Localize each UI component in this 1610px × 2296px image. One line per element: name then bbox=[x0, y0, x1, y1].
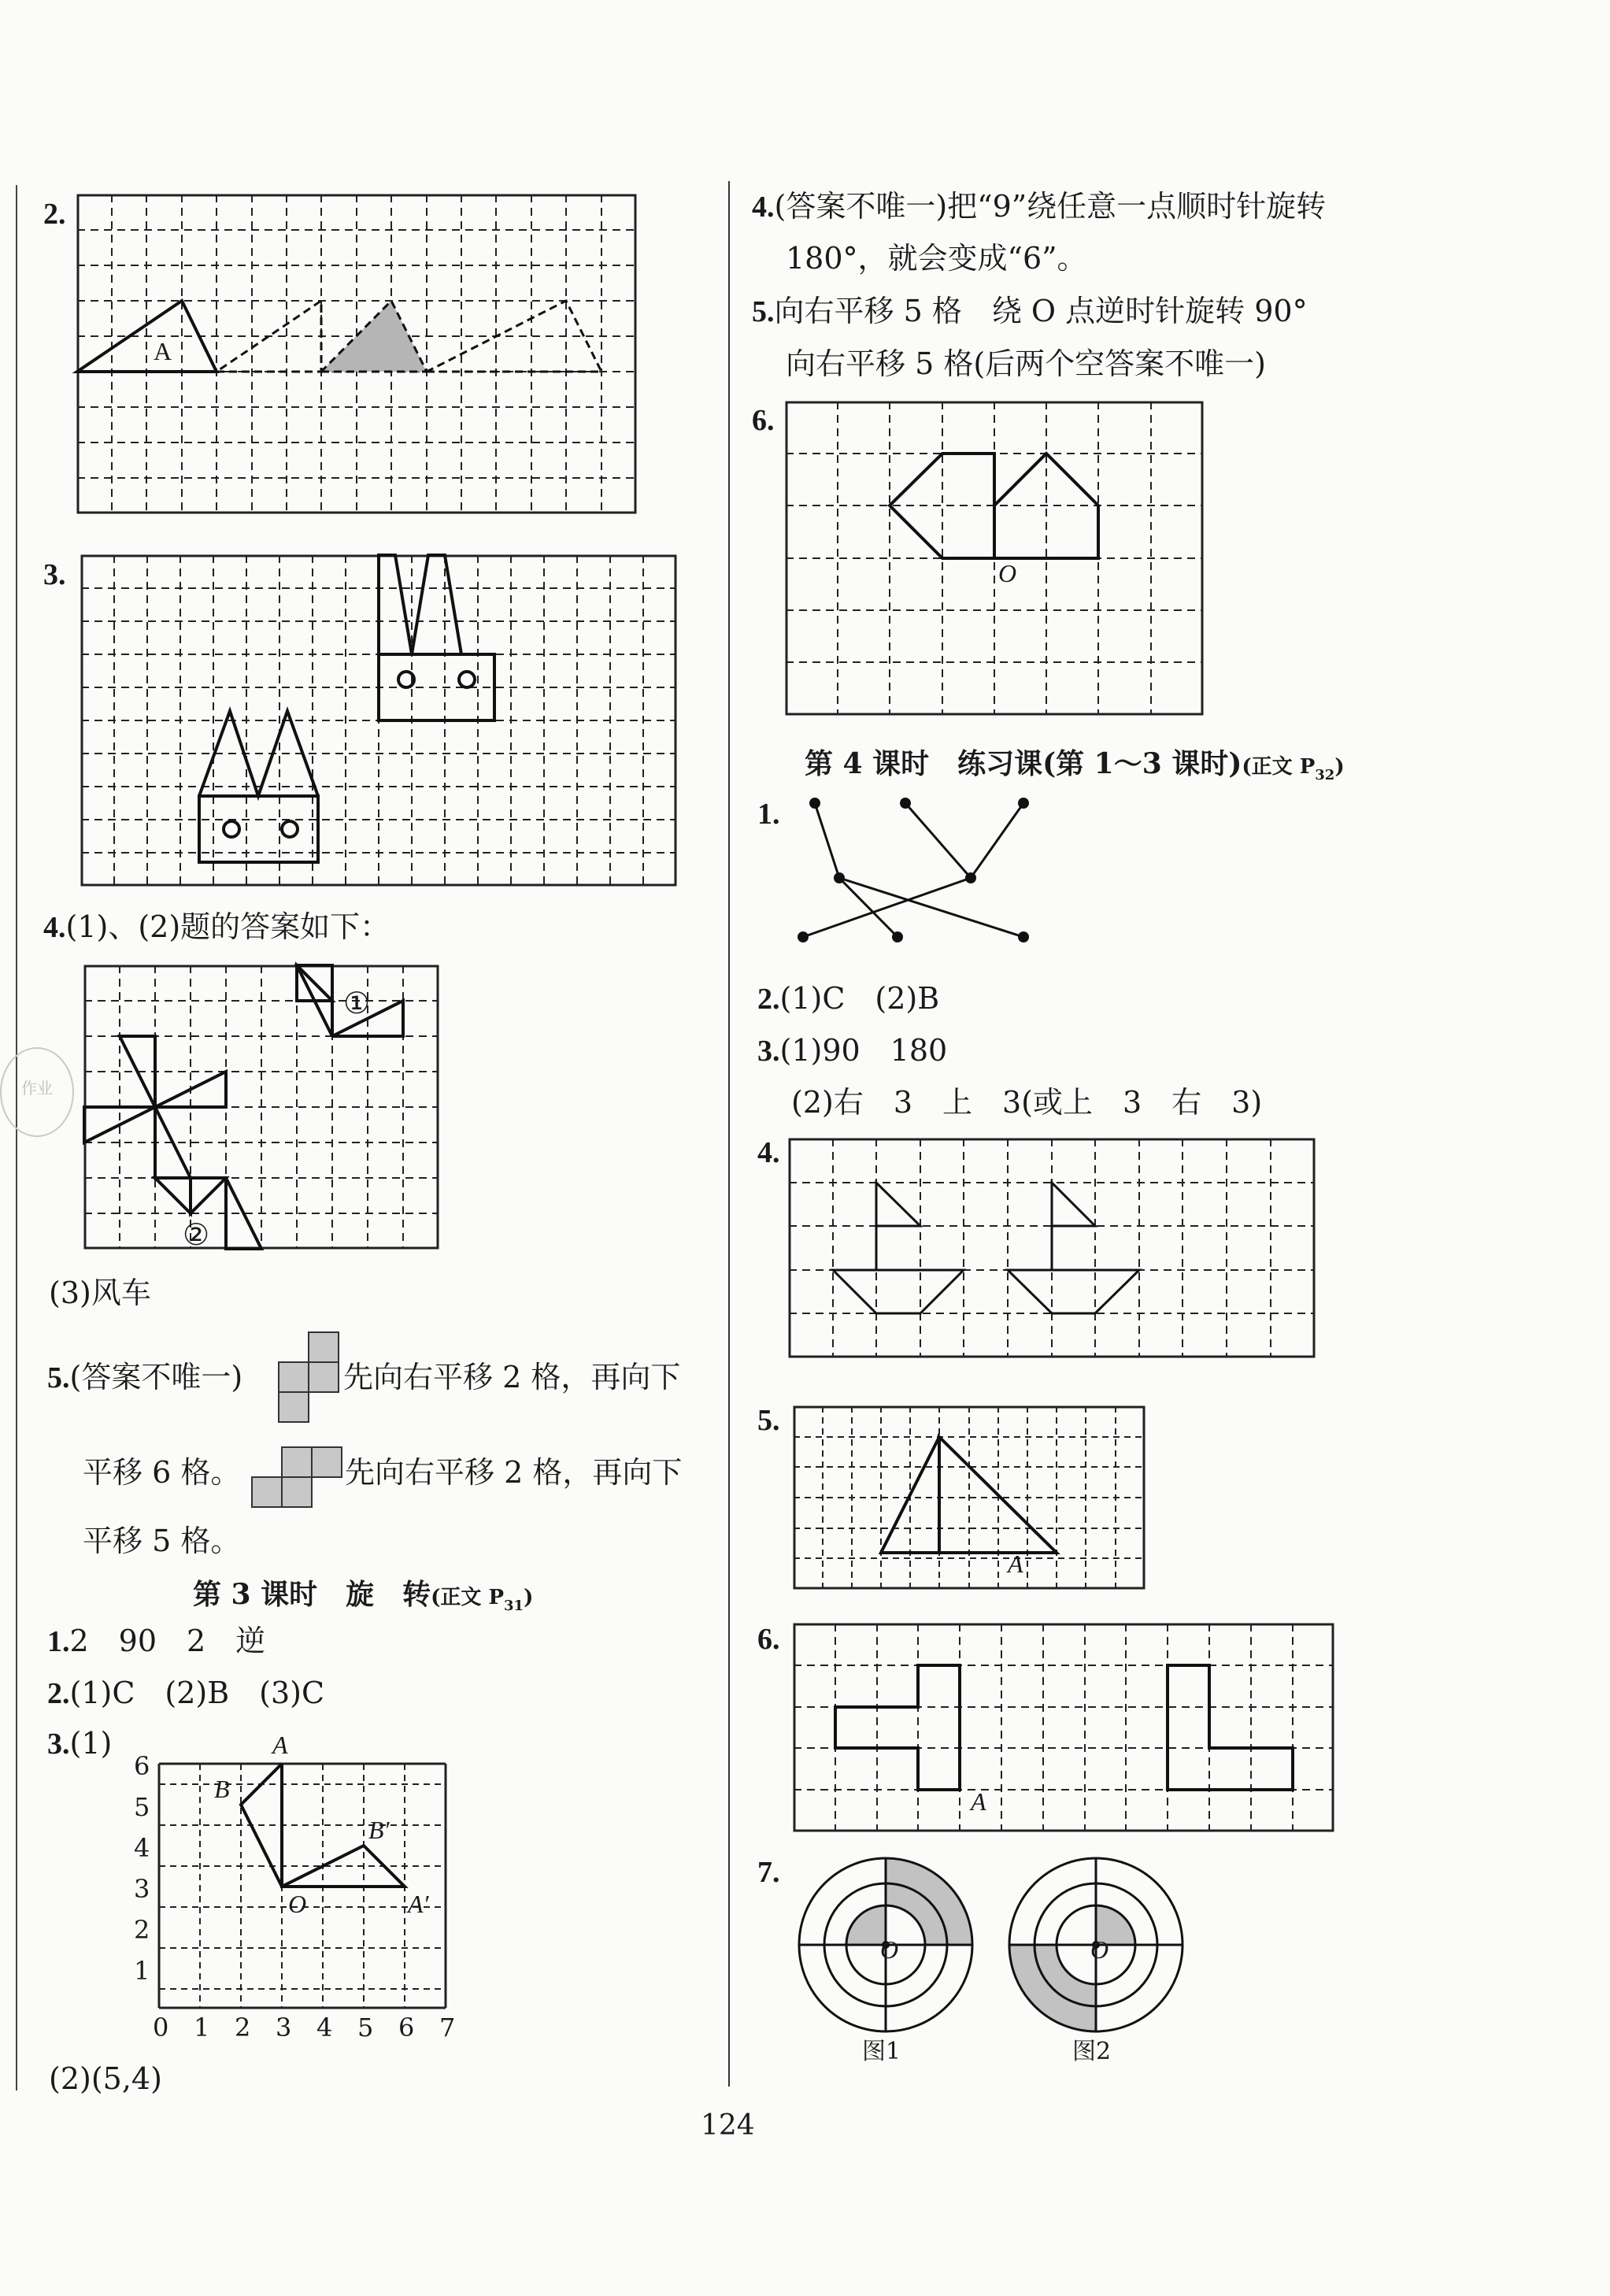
question-number: 7. bbox=[757, 1856, 780, 1889]
q4-text: (1)、(2)题的答案如下： bbox=[65, 909, 390, 944]
q4-sub3: (3)风车 bbox=[49, 1276, 151, 1310]
x-tick: 5 bbox=[357, 2013, 374, 2042]
castle-shape-top bbox=[379, 555, 494, 720]
q5-line1-text: 先向右平移 2 格，再向下 bbox=[343, 1360, 681, 1394]
lesson3-title-text: 第 3 课时 旋 转 bbox=[193, 1578, 431, 1611]
x-tick: 4 bbox=[316, 2013, 333, 2042]
l-shapes bbox=[835, 1665, 1293, 1790]
l3-q3-sub1: (1) bbox=[69, 1726, 113, 1761]
q5-line1 bbox=[47, 1360, 242, 1397]
question-number: 3. bbox=[43, 558, 66, 591]
question-number: 2. bbox=[757, 983, 780, 1016]
center-label-O: O bbox=[880, 1935, 899, 1964]
question-number: 4. bbox=[752, 191, 775, 224]
point-label-A: A bbox=[1008, 1550, 1023, 1578]
y-tick: 4 bbox=[134, 1833, 150, 1863]
net-shape-2 bbox=[252, 1447, 342, 1507]
grid-q3 bbox=[81, 555, 676, 886]
point-label-O: O bbox=[288, 1890, 307, 1918]
lesson4-title-text: 第 4 课时 练习课(第 1～3 课时) bbox=[805, 747, 1242, 780]
l3-q3 bbox=[47, 1726, 112, 1763]
grid-r-q6 bbox=[786, 402, 1203, 715]
l4-q3-answer: (1)90 180 bbox=[779, 1033, 948, 1068]
x-tick: 3 bbox=[276, 2013, 292, 2042]
figure-caption-2: 图2 bbox=[1072, 2038, 1112, 2065]
triangle-label: A bbox=[154, 337, 172, 365]
l3-q1-answer: 2 90 2 逆 bbox=[69, 1624, 266, 1658]
x-tick: 1 bbox=[194, 2013, 210, 2042]
point-label-B: B bbox=[214, 1775, 230, 1803]
lesson4-ref: (正文 P bbox=[1242, 755, 1316, 779]
x-tick: 6 bbox=[398, 2013, 415, 2042]
y-tick: 3 bbox=[134, 1874, 150, 1904]
question-number: 1. bbox=[757, 798, 780, 831]
r-q4-line2: 180°，就会变成“6”。 bbox=[786, 241, 1087, 276]
y-tick: 1 bbox=[134, 1956, 150, 1986]
l4-q2 bbox=[757, 981, 939, 1018]
l4-q3 bbox=[757, 1033, 947, 1070]
figure-caption-1: 图1 bbox=[862, 2038, 901, 2065]
question-number: 2. bbox=[47, 1677, 70, 1710]
question-number: 5. bbox=[47, 1361, 70, 1394]
r-q4-text: (答案不唯一)把“9”绕任意一点顺时针旋转 bbox=[774, 189, 1327, 224]
grid-l4-q6-shapes bbox=[794, 1624, 1334, 1831]
y-tick: 5 bbox=[134, 1792, 150, 1822]
question-number: 1. bbox=[47, 1625, 70, 1658]
grid-l4-q5-triangle bbox=[794, 1406, 1145, 1589]
point-label-B-prime: B′ bbox=[368, 1816, 390, 1844]
page-number: 124 bbox=[701, 2109, 755, 2142]
question-number: 4. bbox=[43, 911, 66, 944]
l3-q2 bbox=[47, 1676, 324, 1713]
lesson3-ref-end: ) bbox=[524, 1586, 534, 1609]
mark-1: ① bbox=[343, 986, 371, 1020]
watermark-stamp bbox=[0, 1047, 74, 1137]
grid-q4-windmill bbox=[84, 965, 439, 1249]
lesson3-title bbox=[193, 1572, 533, 1614]
q5-line3-text: 平移 5 格。 bbox=[83, 1524, 241, 1558]
question-number: 5. bbox=[757, 1404, 780, 1437]
question-number: 3. bbox=[47, 1728, 70, 1761]
lesson3-ref: (正文 P bbox=[431, 1586, 505, 1609]
l3-q2-answer: (1)C (2)B (3)C bbox=[69, 1676, 325, 1710]
lesson4-ref-page: 32 bbox=[1315, 767, 1335, 784]
r-q5-line2: 向右平移 5 格(后两个空答案不唯一) bbox=[786, 346, 1266, 381]
y-tick: 6 bbox=[134, 1751, 150, 1781]
lesson3-ref-page: 31 bbox=[504, 1598, 524, 1615]
y-tick: 2 bbox=[134, 1915, 150, 1945]
r-q5-text: 向右平移 5 格 绕 O 点逆时针旋转 90° bbox=[774, 294, 1308, 328]
q5-line2-text: 平移 6 格。 bbox=[83, 1455, 241, 1490]
question-number: 3. bbox=[757, 1035, 780, 1068]
point-label-A: A bbox=[272, 1731, 288, 1759]
x-tick: 2 bbox=[235, 2013, 251, 2042]
point-label-A-prime: A′ bbox=[408, 1890, 429, 1918]
r-q4-line1 bbox=[752, 189, 1326, 226]
matching-lines bbox=[787, 787, 1039, 945]
lesson4-title bbox=[805, 742, 1345, 783]
question-number: 5. bbox=[752, 295, 775, 328]
boat-shapes bbox=[833, 1183, 1139, 1313]
question-number: 4. bbox=[757, 1136, 780, 1169]
r-q5-line1 bbox=[752, 294, 1308, 331]
column-divider bbox=[728, 181, 730, 2087]
center-label-O: O bbox=[1090, 1935, 1109, 1964]
x-tick: 0 bbox=[153, 2013, 169, 2042]
q5-line2-text-b: 先向右平移 2 格，再向下 bbox=[345, 1455, 683, 1490]
question-number: 6. bbox=[752, 404, 775, 437]
l3-q3-sub2: (2)(5,4) bbox=[49, 2061, 162, 2096]
question-number: 2. bbox=[43, 198, 66, 231]
grid-l4-q4-boats bbox=[789, 1139, 1315, 1357]
question-4-text bbox=[43, 909, 390, 946]
stamp-text: 作业 bbox=[21, 1079, 53, 1098]
l4-q3-line2: (2)右 3 上 3(或上 3 右 3) bbox=[791, 1085, 1263, 1120]
l3-q1 bbox=[47, 1624, 265, 1661]
l4-q2-answer: (1)C (2)B bbox=[779, 981, 940, 1016]
point-label-A: A bbox=[971, 1787, 986, 1816]
question-number: 6. bbox=[757, 1623, 780, 1656]
coordinate-grid bbox=[118, 1709, 472, 2047]
point-label-O: O bbox=[998, 559, 1017, 587]
net-shape-1 bbox=[279, 1332, 339, 1422]
x-tick: 7 bbox=[439, 2013, 456, 2042]
left-margin-line bbox=[16, 185, 17, 2090]
mark-2: ② bbox=[183, 1217, 210, 1252]
lesson4-ref-end: ) bbox=[1334, 755, 1345, 779]
q5-note: (答案不唯一) bbox=[69, 1360, 243, 1394]
